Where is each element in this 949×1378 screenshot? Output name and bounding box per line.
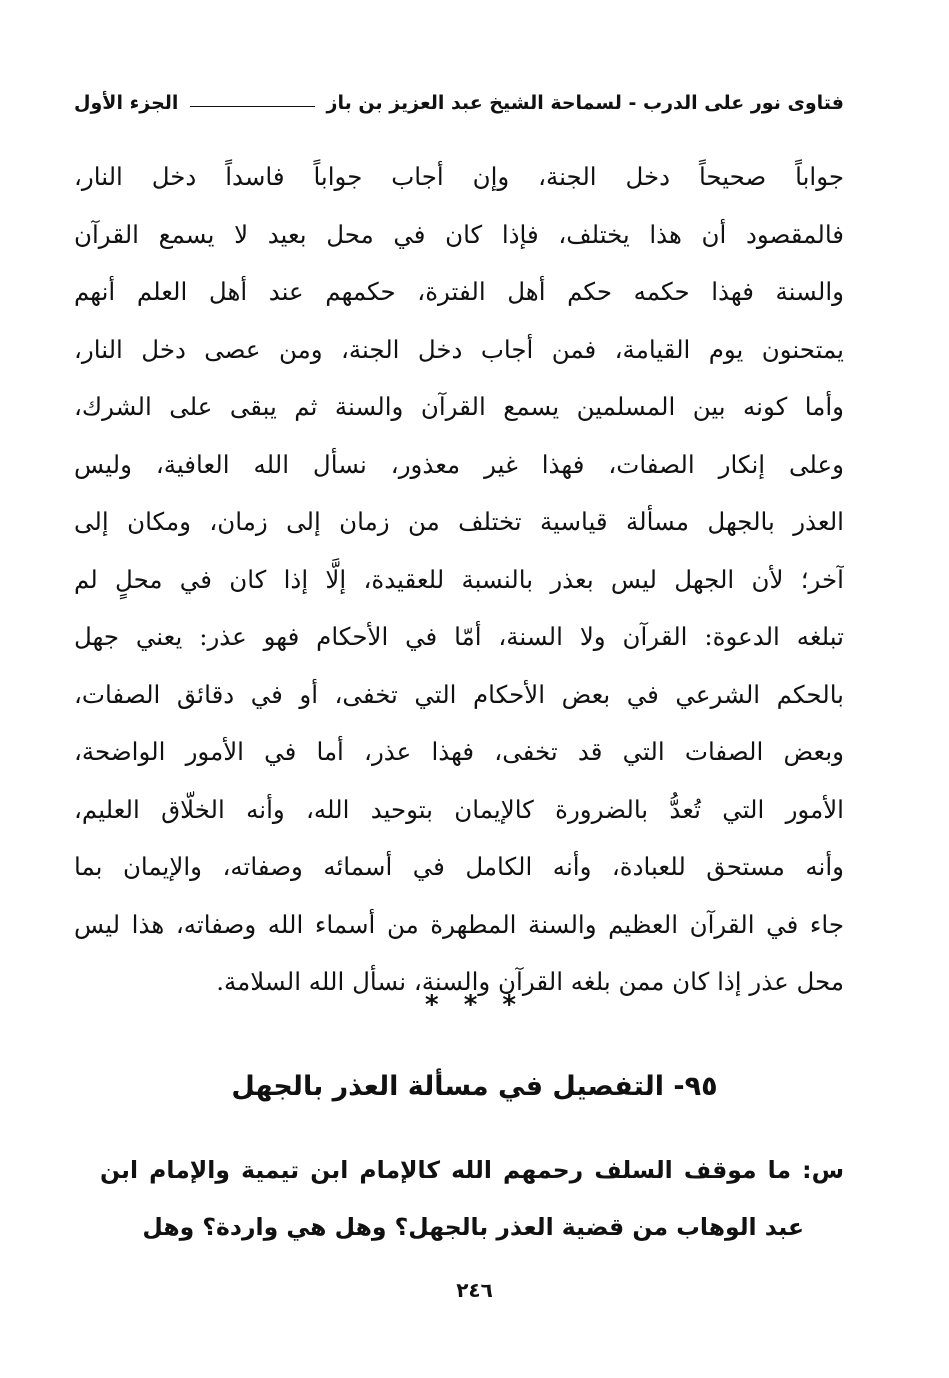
- text-line: يمتحنون يوم القيامة، فمن أجاب دخل الجنة، ومن عصى دخل النار،: [74, 334, 844, 364]
- text-line: فالمقصود أن هذا يختلف، فإذا كان في محل بعيد لا يسمع القرآن: [74, 219, 844, 249]
- question-line: س: ما موقف السلف رحمهم الله كالإمام ابن تيمية والإمام ابن: [100, 1156, 844, 1184]
- volume-part: الجزء الأول: [74, 92, 179, 114]
- text-line: جواباً صحيحاً دخل الجنة، وإن أجاب جواباً فاسداً دخل النار،: [74, 162, 844, 191]
- header-rule: [190, 106, 314, 107]
- section-separator: * * *: [425, 990, 524, 1020]
- question-paragraph: [100, 1142, 844, 1256]
- text-line: وأما كونه بين المسلمين يسمع القرآن والسنة ثم يبقى على الشرك،: [74, 392, 844, 421]
- text-line: العذر بالجهل مسألة قياسية تختلف من زمان إلى زمان، ومكان إلى: [74, 507, 844, 536]
- text-line: وأنه مستحق للعبادة، وأنه الكامل في أسمائه وصفاته، والإيمان بما: [74, 852, 844, 881]
- text-line: جاء في القرآن العظيم والسنة المطهرة من أسماء الله وصفاته، هذا ليس: [74, 909, 844, 939]
- question-line: عبد الوهاب من قضية العذر بالجهل؟ وهل هي واردة؟ وهل: [142, 1213, 804, 1241]
- answer-paragraph: [74, 148, 844, 1011]
- text-line: آخر؛ لأن الجهل ليس بعذر بالنسبة للعقيدة، إلَّا إذا كان في محلٍ لم: [74, 564, 844, 594]
- section-heading: ٩٥- التفصيل في مسألة العذر بالجهل: [231, 1071, 718, 1102]
- text-line: محل عذر إذا كان ممن بلغه القرآن والسنة، نسأل الله السلامة.: [216, 967, 844, 996]
- book-title: فتاوى نور على الدرب - لسماحة الشيخ عبد العزيز بن باز: [326, 92, 844, 114]
- text-line: وبعض الصفات التي قد تخفى، فهذا عذر، أما في الأمور الواضحة،: [74, 737, 844, 766]
- text-line: تبلغه الدعوة: القرآن ولا السنة، أمّا في الأحكام فهو عذر: يعني جهل: [74, 622, 844, 651]
- text-line: والسنة فهذا حكمه حكم أهل الفترة، حكمهم عند أهل العلم أنهم: [74, 277, 844, 306]
- text-line: وعلى إنكار الصفات، فهذا غير معذور، نسأل الله العافية، وليس: [74, 449, 844, 479]
- text-line: بالحكم الشرعي في بعض الأحكام التي تخفى، أو في دقائق الصفات،: [74, 679, 844, 709]
- text-line: الأمور التي تُعدُّ بالضرورة كالإيمان بتوحيد الله، وأنه الخلّاق العليم،: [74, 794, 844, 824]
- page-number: ٢٤٦: [456, 1278, 493, 1302]
- running-header: [74, 88, 844, 118]
